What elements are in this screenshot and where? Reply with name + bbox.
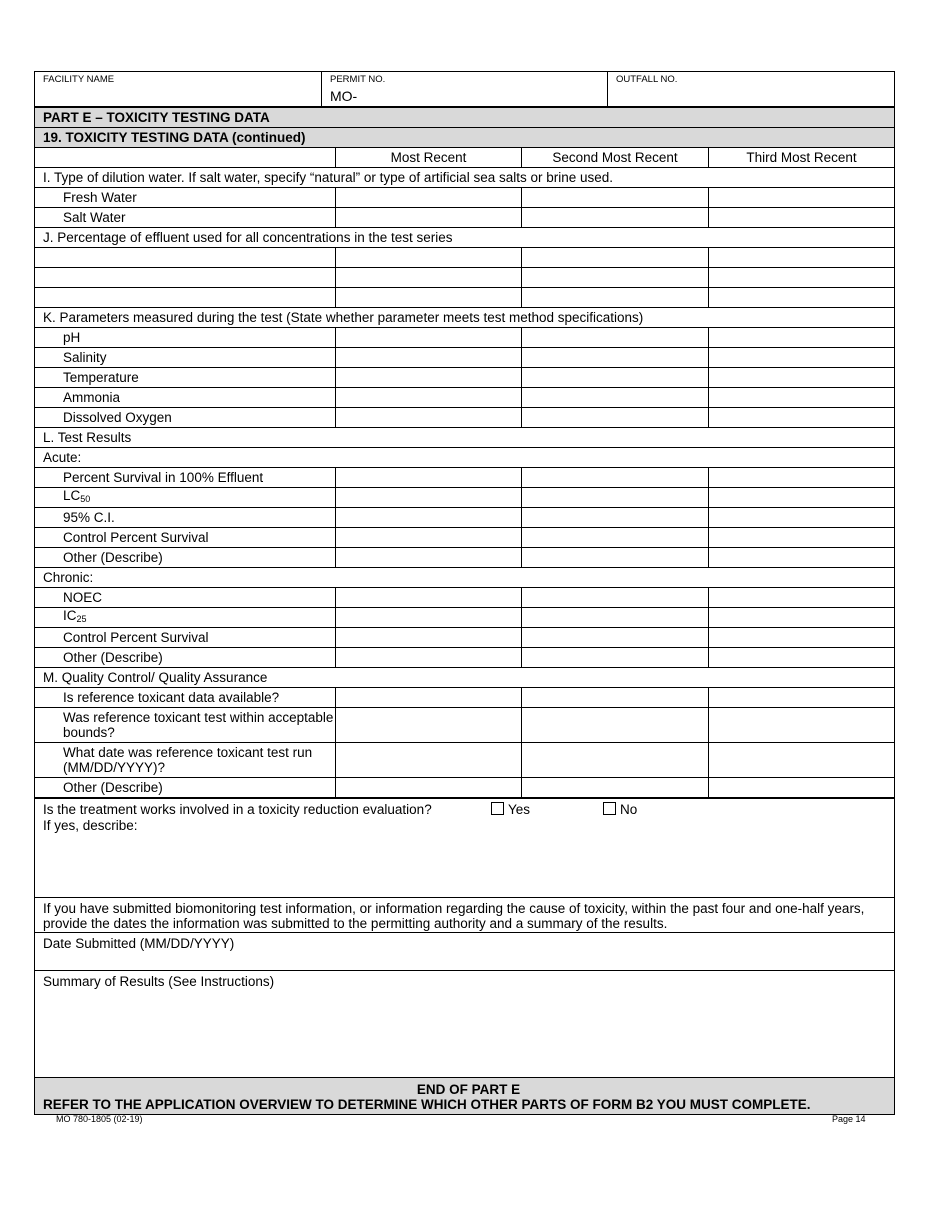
permit-no-label: PERMIT NO. [330, 74, 386, 85]
tre-no-option[interactable] [603, 802, 637, 817]
input-cell[interactable] [709, 708, 895, 743]
input-cell[interactable] [336, 348, 522, 368]
yes-checkbox[interactable] [491, 802, 504, 815]
input-cell[interactable] [522, 468, 709, 488]
input-cell[interactable] [35, 288, 336, 308]
end-line-2: REFER TO THE APPLICATION OVERVIEW TO DETERMINE WHICH OTHER PARTS OF FORM B2 YOU MUST COMPLETE. [43, 1097, 811, 1112]
col-second-most-recent: Second Most Recent [522, 148, 709, 168]
input-cell[interactable] [709, 648, 895, 668]
input-cell[interactable] [709, 528, 895, 548]
row-label-95-ci: 95% C.I. [35, 508, 336, 528]
input-cell[interactable] [522, 348, 709, 368]
input-cell[interactable] [522, 508, 709, 528]
row-label-acute-other: Other (Describe) [35, 548, 336, 568]
input-cell[interactable] [709, 248, 895, 268]
input-cell[interactable] [336, 608, 522, 628]
input-cell[interactable] [709, 548, 895, 568]
part-title: PART E – TOXICITY TESTING DATA [35, 108, 895, 128]
no-checkbox[interactable] [603, 802, 616, 815]
tre-block [35, 799, 895, 898]
input-cell[interactable] [522, 408, 709, 428]
input-cell[interactable] [336, 508, 522, 528]
input-cell[interactable] [522, 388, 709, 408]
input-cell[interactable] [709, 608, 895, 628]
input-cell[interactable] [336, 208, 522, 228]
yes-label: Yes [508, 802, 531, 817]
form-number: MO 780-1805 (02-19) [56, 1114, 143, 1124]
input-cell[interactable] [522, 288, 709, 308]
input-cell[interactable] [336, 528, 522, 548]
permit-no-field[interactable] [322, 72, 608, 107]
input-cell[interactable] [522, 368, 709, 388]
row-label-acute-control-survival: Control Percent Survival [35, 528, 336, 548]
input-cell[interactable] [336, 408, 522, 428]
row-label-temperature: Temperature [35, 368, 336, 388]
row-label-salinity: Salinity [35, 348, 336, 368]
input-cell[interactable] [522, 628, 709, 648]
bottom-table [34, 798, 895, 1115]
input-cell[interactable] [522, 188, 709, 208]
input-cell[interactable] [336, 708, 522, 743]
row-label-dissolved-oxygen: Dissolved Oxygen [35, 408, 336, 428]
input-cell[interactable] [336, 628, 522, 648]
input-cell[interactable] [336, 388, 522, 408]
input-cell[interactable] [522, 528, 709, 548]
input-cell[interactable] [336, 188, 522, 208]
ic-subscript: 25 [76, 614, 87, 624]
input-cell[interactable] [336, 488, 522, 508]
header-table [34, 71, 895, 107]
facility-name-field[interactable] [35, 72, 322, 107]
outfall-no-field[interactable] [608, 72, 895, 107]
input-cell[interactable] [709, 508, 895, 528]
row-label-percent-survival: Percent Survival in 100% Effluent [35, 468, 336, 488]
col-third-most-recent: Third Most Recent [709, 148, 895, 168]
input-cell[interactable] [336, 328, 522, 348]
section-j-heading: J. Percentage of effluent used for all concentrations in the test series [35, 228, 895, 248]
section-title: 19. TOXICITY TESTING DATA (continued) [35, 128, 895, 148]
input-cell[interactable] [709, 268, 895, 288]
section-l-heading: L. Test Results [35, 428, 895, 448]
outfall-no-label: OUTFALL NO. [616, 74, 678, 85]
section-i-heading: I. Type of dilution water. If salt water, specify “natural” or type of artificial sea salts or brine used. [35, 168, 895, 188]
row-label-chronic-other: Other (Describe) [35, 648, 336, 668]
row-label-qc-other: Other (Describe) [35, 778, 336, 798]
lc-text: LC [63, 488, 81, 503]
input-cell[interactable] [35, 268, 336, 288]
input-cell[interactable] [709, 408, 895, 428]
input-cell[interactable] [709, 778, 895, 798]
data-table [34, 107, 895, 798]
chronic-label: Chronic: [35, 568, 895, 588]
input-cell[interactable] [522, 608, 709, 628]
row-label-noec: NOEC [35, 588, 336, 608]
page-number: Page 14 [832, 1114, 866, 1124]
end-of-part-banner [35, 1078, 895, 1115]
row-label-ph: pH [35, 328, 336, 348]
input-cell[interactable] [709, 368, 895, 388]
input-cell[interactable] [709, 743, 895, 778]
input-cell[interactable] [336, 268, 522, 288]
input-cell[interactable] [336, 743, 522, 778]
summary-label: Summary of Results (See Instructions) [43, 974, 275, 989]
input-cell[interactable] [336, 548, 522, 568]
row-label-ic25 [35, 608, 336, 628]
input-cell[interactable] [336, 778, 522, 798]
input-cell[interactable] [336, 688, 522, 708]
ic-text: IC [63, 608, 77, 623]
facility-name-label: FACILITY NAME [43, 74, 115, 85]
input-cell[interactable] [522, 248, 709, 268]
row-label-ammonia: Ammonia [35, 388, 336, 408]
input-cell[interactable] [336, 368, 522, 388]
no-label: No [620, 802, 638, 817]
input-cell[interactable] [709, 188, 895, 208]
input-cell[interactable] [336, 588, 522, 608]
input-cell[interactable] [709, 488, 895, 508]
row-label-ref-data-available: Is reference toxicant data available? [35, 688, 336, 708]
input-cell[interactable] [709, 588, 895, 608]
input-cell[interactable] [522, 688, 709, 708]
toxicity-form [34, 71, 894, 1115]
date-submitted-label: Date Submitted (MM/DD/YYYY) [43, 936, 235, 951]
tre-yes-option[interactable] [491, 802, 530, 817]
input-cell[interactable] [522, 743, 709, 778]
col-most-recent: Most Recent [336, 148, 522, 168]
input-cell[interactable] [35, 248, 336, 268]
row-label-chronic-control-survival: Control Percent Survival [35, 628, 336, 648]
section-m-heading: M. Quality Control/ Quality Assurance [35, 668, 895, 688]
input-cell[interactable] [522, 488, 709, 508]
input-cell[interactable] [709, 208, 895, 228]
input-cell[interactable] [336, 248, 522, 268]
tre-describe-label: If yes, describe: [43, 818, 138, 833]
input-cell[interactable] [336, 468, 522, 488]
acute-label: Acute: [35, 448, 895, 468]
input-cell[interactable] [709, 388, 895, 408]
row-label-ref-test-date: What date was reference toxicant test run (MM/DD/YYYY)? [35, 743, 336, 778]
lc-subscript: 50 [80, 494, 91, 504]
input-cell[interactable] [522, 588, 709, 608]
input-cell[interactable] [709, 348, 895, 368]
date-submitted-field[interactable] [35, 933, 895, 971]
tre-question: Is the treatment works involved in a toxicity reduction evaluation? [43, 802, 432, 817]
input-cell[interactable] [522, 708, 709, 743]
input-cell[interactable] [336, 648, 522, 668]
input-cell[interactable] [522, 328, 709, 348]
permit-no-value: MO- [330, 88, 358, 104]
row-label-ref-within-bounds: Was reference toxicant test within acceptable bounds? [35, 708, 336, 743]
input-cell[interactable] [522, 648, 709, 668]
input-cell[interactable] [522, 268, 709, 288]
input-cell[interactable] [709, 628, 895, 648]
biomonitoring-instructions: If you have submitted biomonitoring test information, or information regarding the cause of toxicity, within the past four and one-half years, provide the dates the information was submitted to the permitting authority and a summary of the results. [35, 898, 895, 933]
row-label-salt-water: Salt Water [35, 208, 336, 228]
end-line-1: END OF PART E [416, 1082, 521, 1097]
input-cell[interactable] [709, 468, 895, 488]
summary-of-results-field[interactable] [35, 971, 895, 1078]
input-cell[interactable] [522, 548, 709, 568]
input-cell[interactable] [709, 688, 895, 708]
row-label-lc50 [35, 488, 336, 508]
tre-describe-area[interactable] [43, 818, 894, 882]
section-k-heading: K. Parameters measured during the test (State whether parameter meets test method specifications) [35, 308, 895, 328]
input-cell[interactable] [709, 328, 895, 348]
row-label-fresh-water: Fresh Water [35, 188, 336, 208]
input-cell[interactable] [709, 288, 895, 308]
input-cell[interactable] [336, 288, 522, 308]
input-cell[interactable] [522, 778, 709, 798]
input-cell[interactable] [522, 208, 709, 228]
